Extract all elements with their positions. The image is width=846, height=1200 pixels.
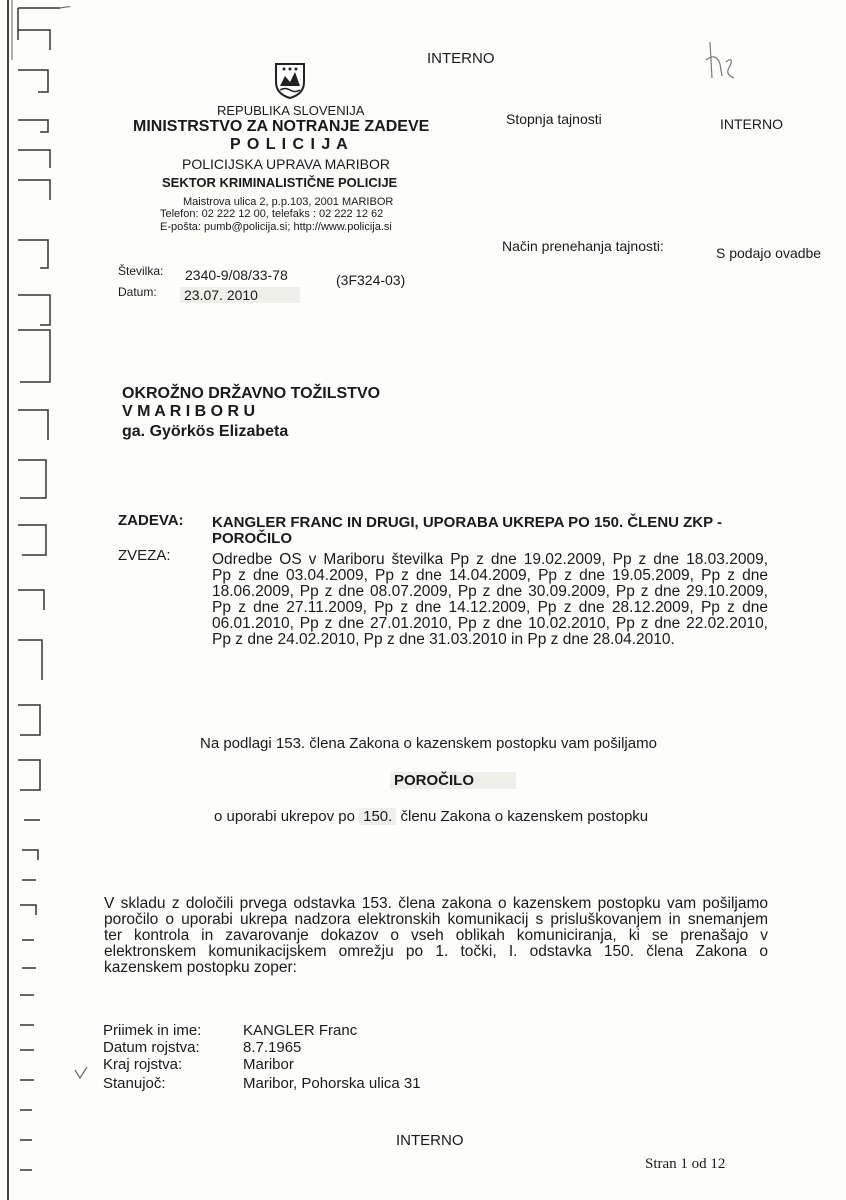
phone-line: Telefon: 02 222 12 00, telefaks : 02 222 12 62 (160, 208, 384, 220)
number-label: Številka: (118, 264, 164, 278)
number-value: 2340-9/08/33-78 (185, 267, 288, 283)
coat-of-arms-icon (274, 62, 306, 100)
body-paragraph (104, 896, 768, 976)
relation-line: 18.06.2009, Pp z dne 08.07.2009, Pp z dne 30.09.2009, Pp z dne 29.10.2009, (212, 583, 768, 600)
ministry-name: MINISTRSTVO ZA NOTRANJE ZADEVE (133, 118, 430, 135)
residence-label: Stanujoč: (103, 1075, 166, 1092)
body-line: ter kontrola in zavarovanje dokazov o vseh oblikah komuniciranja, ki se prenašajo v (104, 927, 768, 944)
pob-value: Maribor (243, 1056, 294, 1073)
report-subtitle-pre: o uporabi ukrepov po (214, 808, 360, 825)
body-line: V skladu z določili prvega odstavka 153. člena zakona o kazenskem postopku vam pošiljamo (104, 895, 768, 912)
address: Maistrova ulica 2, p.p.103, 2001 MARIBOR (183, 196, 394, 208)
secrecy-transfer-label: Način prenehanja tajnosti: (502, 238, 664, 254)
report-subtitle-article: 150. (359, 808, 396, 825)
report-subtitle-post: členu Zakona o kazenskem postopku (396, 808, 649, 825)
secrecy-level-value: INTERNO (720, 116, 783, 132)
secrecy-transfer-value: S podajo ovadbe (716, 245, 822, 261)
secrecy-level-label: Stopnja tajnosti (506, 111, 602, 127)
handwritten-initials (700, 38, 740, 83)
dob-label: Datum rojstva: (103, 1039, 200, 1056)
dob-value: 8.7.1965 (243, 1039, 302, 1056)
body-line: poročilo o uporabi ukrepa nadzora elektronskih komunikacij s prisluškovanjem in snemanjem (104, 911, 768, 928)
person-details (103, 1022, 421, 1092)
subject-line-1: KANGLER FRANC IN DRUGI, UPORABA UKREPA PO 150. ČLENU ZKP - (212, 514, 723, 531)
report-subtitle (214, 808, 648, 825)
pob-label: Kraj rojstva: (103, 1056, 183, 1073)
classification-bottom: INTERNO (396, 1132, 464, 1149)
number-code: (3F324-03) (336, 272, 406, 288)
date-value: 23.07. 2010 (180, 287, 300, 303)
name-value: KANGLER Franc (243, 1022, 358, 1039)
residence-value: Maribor, Pohorska ulica 31 (243, 1075, 421, 1092)
email-line: E-pošta: pumb@policija.si; http://www.policija.si (160, 221, 392, 233)
body-line: kazenskem postopku zoper: (104, 959, 297, 976)
intro-sentence: Na podlagi 153. člena Zakona o kazenskem postopku vam pošiljamo (200, 735, 657, 752)
recipient-line-2: V M A R I B O R U (122, 403, 256, 420)
relation-line: Pp z dne 03.04.2009, Pp z dne 14.04.2009, Pp z dne 19.05.2009, Pp z dne (212, 567, 768, 584)
recipient-line-1: OKROŽNO DRŽAVNO TOŽILSTVO (122, 385, 381, 402)
relation-line: Odredbe OS v Mariboru številka Pp z dne 19.02.2009, Pp z dne 18.03.2009, (212, 551, 768, 568)
subject-label: ZADEVA: (118, 512, 184, 529)
report-title: POROČILO (390, 772, 516, 789)
relation-label: ZVEZA: (118, 547, 171, 564)
page-number: Stran 1 od 12 (645, 1156, 726, 1172)
relation-line: Pp z dne 27.11.2009, Pp z dne 14.12.2009, Pp z dne 28.12.2009, Pp z dne (212, 599, 768, 616)
subject-line-2: POROČILO (212, 530, 293, 547)
name-label: Priimek in ime: (103, 1022, 202, 1039)
police-administration: POLICIJSKA UPRAVA MARIBOR (182, 156, 390, 172)
relation-line: 06.01.2010, Pp z dne 27.01.2010, Pp z dne 10.02.2010, Pp z dne 22.02.2010, (212, 615, 768, 632)
body-line: elektronskem komunikacijskem omrežju po 1. točki, I. odstavka 150. člena Zakona o (104, 943, 768, 960)
classification-top: INTERNO (427, 50, 495, 67)
recipient-line-3: ga. Györkös Elizabeta (122, 423, 289, 440)
relation-line: Pp z dne 24.02.2010, Pp z dne 31.03.2010 in Pp z dne 28.04.2010. (212, 631, 675, 648)
relation-text (212, 552, 768, 648)
binder-edge-decoration (0, 0, 70, 1200)
police-name: P O L I C I J A (230, 136, 349, 153)
handwritten-tick (72, 1064, 90, 1082)
republic-label: REPUBLIKA SLOVENIJA (217, 103, 365, 118)
sector-name: SEKTOR KRIMINALISTIČNE POLICIJE (162, 175, 398, 190)
date-label: Datum: (118, 285, 157, 299)
